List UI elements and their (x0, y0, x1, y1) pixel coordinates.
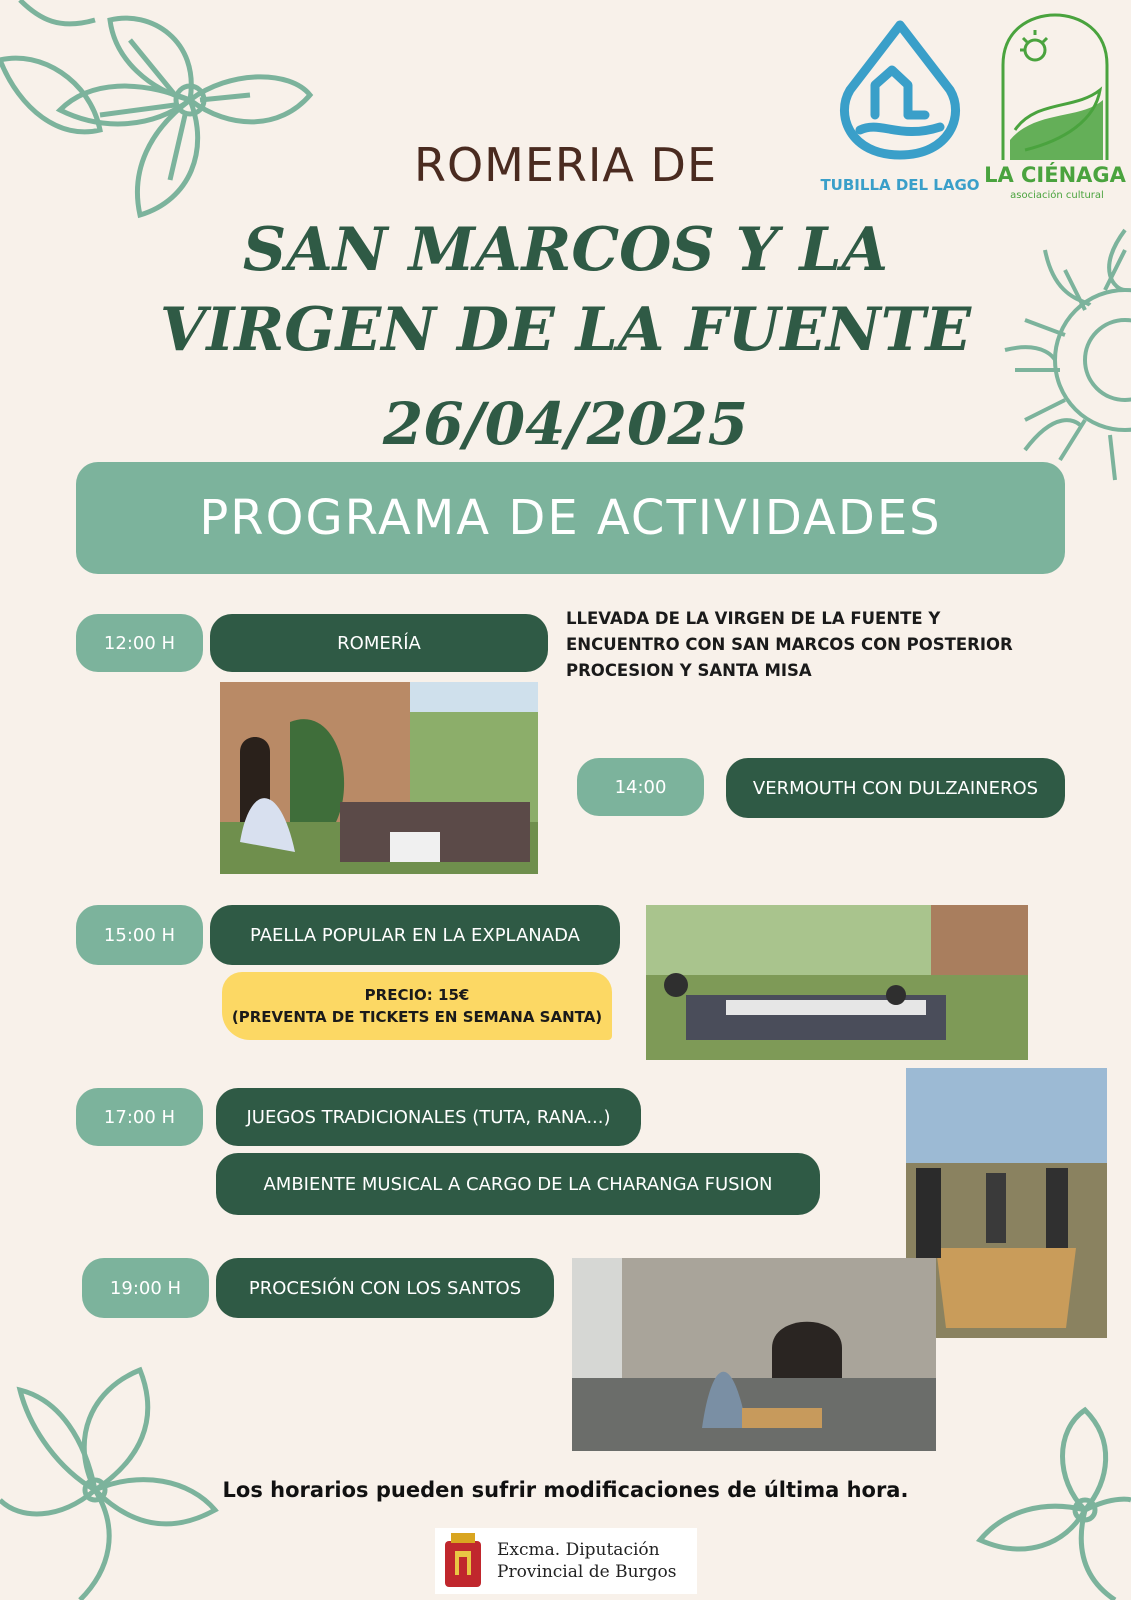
time-pill-procesion: 19:00 H (82, 1258, 209, 1318)
program-banner: PROGRAMA DE ACTIVIDADES (76, 462, 1065, 574)
activity-pill-charanga: AMBIENTE MUSICAL A CARGO DE LA CHARANGA FUSION (216, 1153, 820, 1215)
time-pill-romeria: 12:00 H (76, 614, 203, 672)
activity-pill-juegos: JUEGOS TRADICIONALES (TUTA, RANA...) (216, 1088, 641, 1146)
activity-pill-vermouth: VERMOUTH CON DULZAINEROS (726, 758, 1065, 818)
activity-pill-paella: PAELLA POPULAR EN LA EXPLANADA (210, 905, 620, 965)
event-date: 26/04/2025 (382, 390, 749, 458)
activity-pill-romeria: ROMERÍA (210, 614, 548, 672)
cienaga-logo-name: LA CIÉNAGA (984, 163, 1126, 187)
romeria-description-line: LLEVADA DE LA VIRGEN DE LA FUENTE Y (566, 609, 941, 628)
photo-procesion (572, 1258, 936, 1451)
sponsor-name-line1: Excma. Diputación (497, 1540, 660, 1560)
photo-romeria (220, 682, 538, 874)
flower-top-left-icon (0, 0, 330, 230)
price-text: PRECIO: 15€ (364, 986, 470, 1004)
burgos-coat-of-arms-icon (439, 1531, 487, 1591)
photo-juegos (906, 1068, 1107, 1338)
activity-pill-procesion: PROCESIÓN CON LOS SANTOS (216, 1258, 554, 1318)
presale-text: (PREVENTA DE TICKETS EN SEMANA SANTA) (231, 1008, 603, 1026)
time-pill-paella: 15:00 H (76, 905, 203, 965)
photo-paella (646, 905, 1028, 1060)
price-badge (222, 972, 612, 1040)
sponsor-name-line2: Provincial de Burgos (497, 1562, 677, 1582)
romeria-description (566, 606, 1086, 684)
tubilla-logo-text: TUBILLA DEL LAGO (820, 176, 980, 194)
time-pill-juegos: 17:00 H (76, 1088, 203, 1146)
title-line-2: VIRGEN DE LA FUENTE (159, 295, 972, 365)
romeria-description-line: PROCESION Y SANTA MISA (566, 661, 812, 680)
schedule-disclaimer: Los horarios pueden sufrir modificaciones de última hora. (222, 1478, 909, 1502)
time-pill-vermouth: 14:00 (577, 758, 704, 816)
sponsor-logo (435, 1528, 697, 1594)
title-line-1: SAN MARCOS Y LA (242, 215, 889, 285)
cienaga-logo-sub: asociación cultural (1010, 190, 1104, 201)
title-intro: ROMERIA DE (413, 138, 718, 192)
romeria-description-line: ENCUENTRO CON SAN MARCOS CON POSTERIOR (566, 635, 1013, 654)
